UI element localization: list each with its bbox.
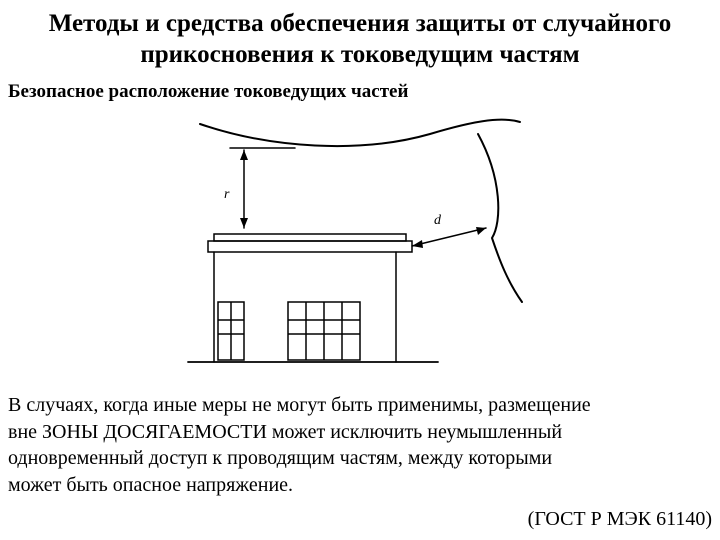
section-subtitle: Безопасное расположение токоведущих частей	[8, 81, 409, 102]
standard-citation: (ГОСТ Р МЭК 61140)	[527, 508, 712, 530]
reach-dimension-line	[412, 228, 486, 246]
reach-zone-arc	[478, 134, 522, 302]
reach-zone-diagram	[180, 110, 540, 380]
clearance-arrow-up	[240, 150, 248, 160]
reach-arrow-left	[412, 240, 423, 248]
clearance-arrow-down	[240, 218, 248, 228]
label-d: d	[434, 213, 441, 228]
label-r: r	[224, 187, 230, 202]
paragraph-line: одновременный доступ к проводящим частям, между которыми	[8, 447, 553, 469]
body-paragraph	[8, 392, 713, 498]
roof-slab-top	[214, 234, 406, 241]
window-left	[218, 302, 244, 360]
slide-title	[0, 8, 720, 70]
title-line-2: прикосновения к токоведущим частям	[140, 41, 580, 68]
reach-arrow-right	[476, 227, 486, 235]
paragraph-line: В случаях, когда иные меры не могут быть применимы, размещение	[8, 394, 591, 416]
title-line-1: Методы и средства обеспечения защиты от случайного	[48, 10, 672, 37]
building-outline	[214, 252, 396, 362]
paragraph-line: может быть опасное напряжение.	[8, 473, 294, 496]
roof-slab-bottom	[208, 241, 412, 252]
paragraph-line: вне ЗОНЫ ДОСЯГАЕМОСТИ может исключить неумышленный	[8, 420, 563, 443]
window-right	[288, 302, 360, 360]
overhead-conductor	[200, 120, 520, 146]
